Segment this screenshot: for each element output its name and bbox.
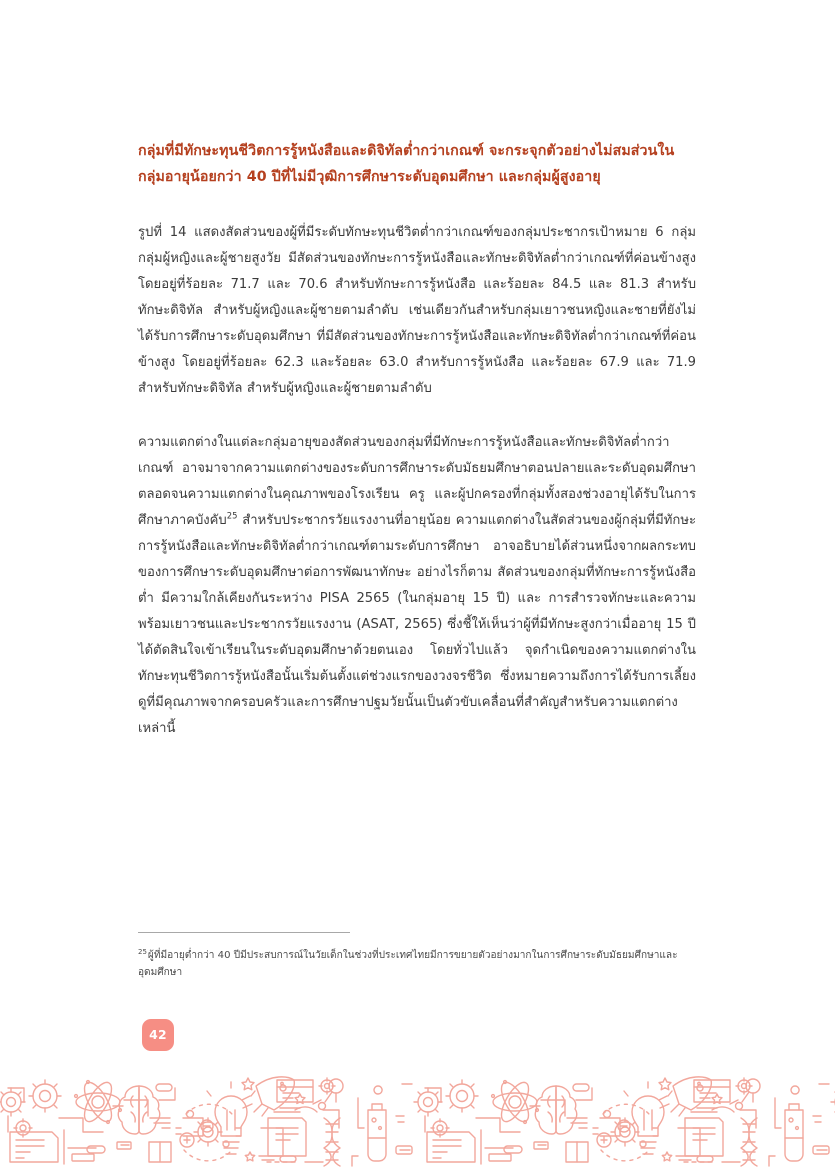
decorative-footer-banner [0,1070,835,1176]
page-number: 42 [149,1026,167,1042]
paragraph-2-text-after-note: สำหรับประชากรวัยแรงงานที่อายุน้อย ความแตกต่างในสัดส่วนของผู้กลุ่มที่มีทักษะการรู้หนังสือและทักษะดิจิทัลต่ำกว่าเกณฑ์ตามระดับการศึกษา อาจอธิบายได้ส่วนหนึ่งจากผลกระทบของการศึกษาระดับอุดมศึกษาต่อการพัฒนาทักษะ อย่างไรก็ตาม สัดส่วนของกลุ่มที่ทักษะการรู้หนังสือต่ำ มีความใกล้เคียงกันระหว่าง PISA 2565 (ในกลุ่มอายุ 15 ปี) และ การสำรวจทักษะและความพร้อมเยาวชนและประชากรวัยแรงงาน (ASAT, 2565) ซึ่งชี้ให้เห็นว่าผู้ที่มีทักษะสูงกว่าเมื่ออายุ 15 ปี ได้ตัดสินใจเข้าเรียนในระดับอุดมศึกษาด้วยตนเอง โดยทั่วไปแล้ว จุดกำเนิดของความแตกต่างในทักษะทุนชีวิตการรู้หนังสือนั้นเริ่มต้นตั้งแต่ช่วงแรกของวงจรชีวิต ซึ่งหมายความถึงการได้รับการเลี้ยงดูที่มีคุณภาพจากครอบครัวและการศึกษาปฐมวัยนั้นเป็นตัวขับเคลื่อนที่สำคัญสำหรับความแตกต่างเหล่านี้ [138,513,696,736]
footnote-number: 25 [138,947,147,956]
page-number-badge [142,1019,174,1051]
body-paragraph-2 [138,430,696,742]
footnote-block [138,932,696,981]
footnote-divider [138,932,350,933]
page-content [138,138,696,742]
footnote-entry [138,947,696,981]
paragraph-2-text-before-note: ความแตกต่างในแต่ละกลุ่มอายุของสัดส่วนของกลุ่มที่มีทักษะการรู้หนังสือและทักษะดิจิทัลต่ำกว่าเกณฑ์ อาจมาจากความแตกต่างของระดับการศึกษาระดับมัธยมศึกษาตอนปลายและระดับอุดมศึกษา ตลอดจนความแตกต่างในคุณภาพของโรงเรียน ครู และผู้ปกครองที่กลุ่มทั้งสองช่วงอายุได้รับในการศึกษาภาคบังคับ [138,435,696,528]
section-heading: กลุ่มที่มีทักษะทุนชีวิตการรู้หนังสือและดิจิทัลต่ำกว่าเกณฑ์ จะกระจุกตัวอย่างไม่สมส่วนในกลุ่มอายุน้อยกว่า 40 ปีที่ไม่มีวุฒิการศึกษาระดับอุดมศึกษา และกลุ่มผู้สูงอายุ [138,143,675,185]
footnote-body-text: ผู้ที่มีอายุต่ำกว่า 40 ปีมีประสบการณ์ในวัยเด็กในช่วงที่ประเทศไทยมีการขยายตัวอย่างมากในการศึกษาระดับมัธยมศึกษาและอุดมศึกษา [138,950,678,978]
footnote-ref-marker[interactable]: 25 [226,510,238,521]
body-paragraph-1: รูปที่ 14 แสดงสัดส่วนของผู้ที่มีระดับทักษะทุนชีวิตต่ำกว่าเกณฑ์ของกลุ่มประชากรเป้าหมาย 6 กลุ่ม กลุ่มผู้หญิงและผู้ชายสูงวัย มีสัดส่วนของทักษะการรู้หนังสือและทักษะดิจิทัลต่ำกว่าเกณฑ์ที่ค่อนข้างสูง โดยอยู่ที่ร้อยละ 71.7 และ 70.6 สำหรับทักษะการรู้หนังสือ และร้อยละ 84.5 และ 81.3 สำหรับทักษะดิจิทัล สำหรับผู้หญิงและผู้ชายตามลำดับ เช่นเดียวกันสำหรับกลุ่มเยาวชนหญิงและชายที่ยังไม่ได้รับการศึกษาระดับอุดมศึกษา ที่มีสัดส่วนของทักษะการรู้หนังสือและทักษะดิจิทัลต่ำกว่าเกณฑ์ที่ค่อนข้างสูง โดยอยู่ที่ร้อยละ 62.3 และร้อยละ 63.0 สำหรับการรู้หนังสือ และร้อยละ 67.9 และ 71.9 สำหรับทักษะดิจิทัล สำหรับผู้หญิงและผู้ชายตามลำดับ [138,225,696,396]
